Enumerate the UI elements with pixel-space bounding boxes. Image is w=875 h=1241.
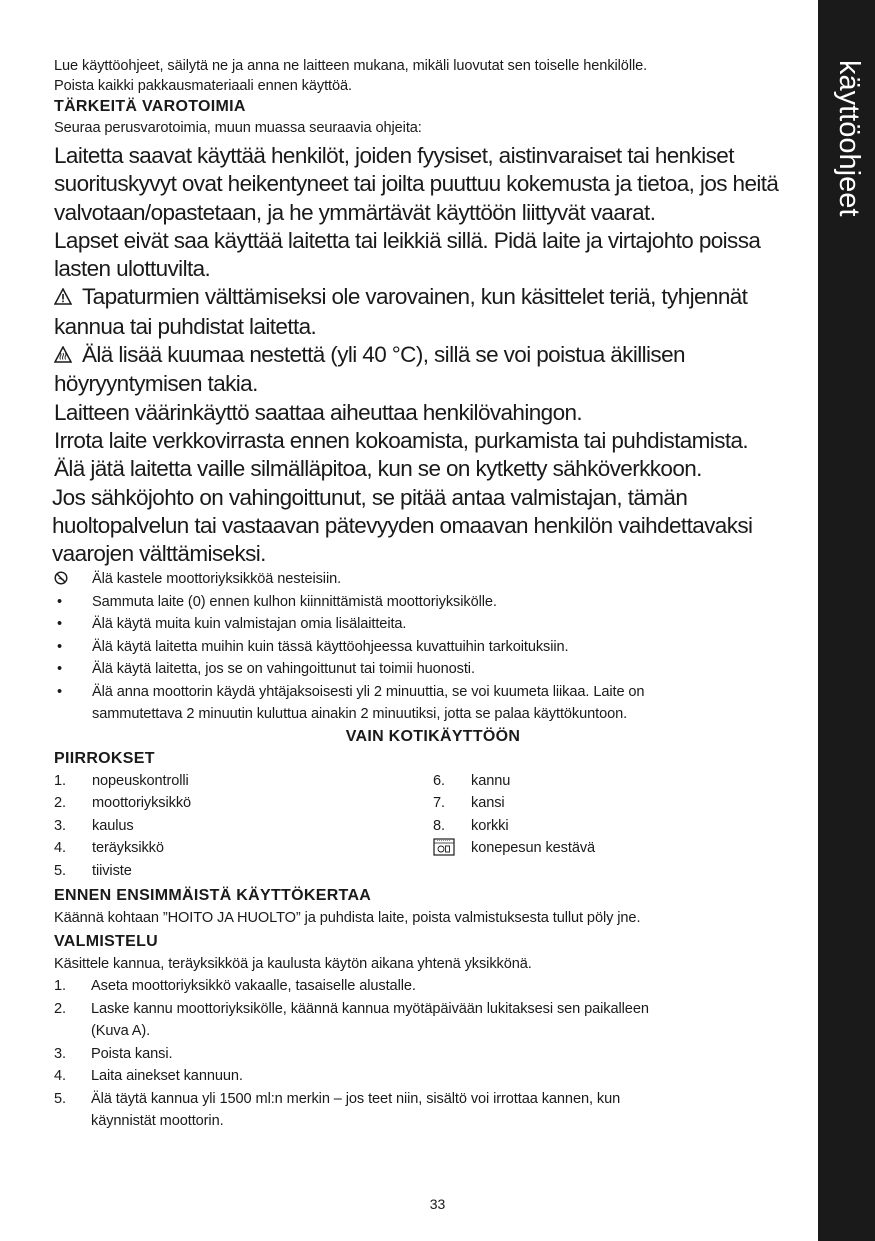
- step-number: 3.: [54, 1045, 66, 1062]
- preparation-steps: [54, 975, 812, 1133]
- list-item-text-line-1: Älä anna moottorin käydä yhtäjaksoisesti yli 2 minuuttia, se voi kuumeta liikaa. Laite on: [92, 683, 645, 700]
- step-text: Laita ainekset kannuun.: [91, 1068, 243, 1085]
- safety-paragraph-5: Laitteen väärinkäyttö saattaa aiheuttaa henkilövahingon.: [54, 399, 583, 425]
- parts-column-left: [54, 770, 433, 883]
- part-label: teräyksikkö: [92, 840, 164, 857]
- list-item: [433, 770, 812, 793]
- safety-paragraph-6: Irrota laite verkkovirrasta ennen kokoamista, purkamista tai puhdistamista.: [54, 427, 749, 453]
- side-tab-label: käyttöohjeet: [833, 60, 865, 217]
- list-item: [433, 815, 812, 838]
- intro-line-1: Lue käyttöohjeet, säilytä ne ja anna ne laitteen mukana, mikäli luovutat sen toiselle henkilölle.: [54, 58, 648, 74]
- step-text-continued: (Kuva A).: [91, 1023, 151, 1040]
- parts-column-right: [433, 770, 812, 883]
- part-label: kannu: [471, 772, 511, 789]
- safety-paragraph-3: [54, 283, 812, 341]
- bullet-marker: •: [57, 638, 63, 655]
- bullet-marker: •: [57, 616, 63, 633]
- list-item-text: Älä käytä laitetta muihin kuin tässä käyttöohjeessa kuvattuihin tarkoituksiin.: [92, 638, 569, 655]
- safety-paragraph-4: [54, 341, 812, 399]
- list-item: [433, 792, 812, 815]
- list-item-text: Älä käytä muita kuin valmistajan omia lisälaitteita.: [92, 616, 407, 633]
- page-number: 33: [429, 1196, 446, 1212]
- hot-surface-warning-icon: [54, 342, 74, 370]
- list-item: [54, 658, 812, 681]
- part-label: kaulus: [92, 817, 134, 834]
- step-text: Poista kansi.: [91, 1045, 173, 1062]
- first-use-text: Käännä kohtaan ”HOITO JA HUOLTO” ja puhdista laite, poista valmistuksesta tullut pöly jne.: [54, 910, 641, 927]
- page-content: [54, 56, 812, 1133]
- step-text-continued: käynnistät moottorin.: [91, 1113, 224, 1130]
- parts-heading: PIIRROKSET: [54, 749, 155, 767]
- safety-subheading: Seuraa perusvarotoimia, muun muassa seuraavia ohjeita:: [54, 120, 422, 136]
- safety-heading: TÄRKEITÄ VAROTOIMIA: [54, 98, 246, 115]
- bullet-marker: •: [57, 661, 63, 678]
- part-number: 1.: [54, 772, 66, 789]
- safety-paragraph-8: Jos sähköjohto on vahingoittunut, se pitää antaa valmistajan, tämän huoltopalvelun tai vastaavan pätevyyden omaavan henkilön vaihdettavaksi vaarojen välttämiseksi.: [52, 484, 753, 567]
- list-item-text: Sammuta laite (0) ennen kulhon kiinnittämistä moottoriyksikölle.: [92, 593, 497, 610]
- safety-paragraph-2: Lapset eivät saa käyttää laitetta tai leikkiä sillä. Pidä laite ja virtajohto poissa lasten ulottuvilta.: [54, 227, 761, 282]
- parts-list: [54, 770, 812, 883]
- intro-line-2: Poista kaikki pakkausmateriaali ennen käyttöä.: [54, 78, 352, 94]
- safety-bullet-list: [54, 568, 812, 726]
- list-item: [54, 1043, 812, 1066]
- step-number: 2.: [54, 1000, 66, 1017]
- part-label: moottoriyksikkö: [92, 795, 192, 812]
- part-label: nopeuskontrolli: [92, 772, 189, 789]
- step-text: Aseta moottoriyksikkö vakaalle, tasaiselle alustalle.: [91, 978, 416, 995]
- step-number: 5.: [54, 1090, 66, 1107]
- safety-paragraph-1: Laitetta saavat käyttää henkilöt, joiden fyysiset, aistinvaraiset tai henkiset suorituskyvyt ovat heikentyneet tai joilta puuttuu kokemusta ja tietoa, jos heitä valvotaan/opastetaan, ja he ymmärtävät käyttöön liittyvät vaarat.: [54, 143, 779, 225]
- part-number: 5.: [54, 862, 66, 879]
- list-item: [54, 792, 433, 815]
- household-use-notice: VAIN KOTIKÄYTTÖÖN: [345, 727, 521, 745]
- part-label: kansi: [471, 795, 505, 812]
- step-number: 1.: [54, 978, 66, 995]
- list-item: [54, 975, 812, 998]
- safety-paragraph-4-text: Älä lisää kuumaa nestettä (yli 40 °C), sillä se voi poistua äkillisen höyryyntymisen takia.: [54, 342, 685, 397]
- part-number: 4.: [54, 840, 66, 857]
- list-item-text-line-2: sammutettava 2 minuutin kuluttua ainakin 2 minuutiksi, jotta se palaa käyttökuntoon.: [92, 706, 628, 723]
- list-item: [433, 837, 812, 860]
- part-number: 3.: [54, 817, 66, 834]
- no-immersion-icon: [54, 568, 74, 591]
- bullet-marker: •: [57, 683, 63, 700]
- preparation-heading: VALMISTELU: [54, 932, 159, 950]
- list-item: [54, 613, 812, 636]
- preparation-intro: Käsittele kannua, teräyksikköä ja kaulusta käytön aikana yhtenä yksikkönä.: [54, 955, 532, 972]
- part-number: 6.: [433, 772, 445, 789]
- warning-triangle-icon: [54, 284, 74, 312]
- part-number: 2.: [54, 795, 66, 812]
- safety-paragraph-7: Älä jätä laitetta vaille silmälläpitoa, kun se on kytketty sähköverkkoon.: [54, 456, 702, 482]
- first-use-heading: ENNEN ENSIMMÄISTÄ KÄYTTÖKERTAA: [54, 887, 372, 905]
- list-item-text: Älä kastele moottoriyksikköä nesteisiin.: [92, 571, 342, 588]
- list-item: [54, 998, 812, 1043]
- step-text: Älä täytä kannua yli 1500 ml:n merkin – jos teet niin, sisältö voi irrottaa kannen, kun: [91, 1090, 621, 1107]
- list-item: [54, 568, 812, 591]
- step-text: Laske kannu moottoriyksikölle, käännä kannua myötäpäivään lukitaksesi sen paikalleen: [91, 1000, 649, 1017]
- part-label: konepesun kestävä: [471, 840, 596, 857]
- list-item: [54, 1088, 812, 1133]
- part-number: 8.: [433, 817, 445, 834]
- list-item: [54, 770, 433, 793]
- list-item: [54, 1065, 812, 1088]
- dishwasher-safe-icon: [433, 837, 455, 860]
- list-item: [54, 860, 433, 883]
- bullet-marker: •: [57, 593, 63, 610]
- part-label: korkki: [471, 817, 509, 834]
- list-item: [54, 815, 433, 838]
- part-label: tiiviste: [92, 862, 132, 879]
- list-item: [54, 636, 812, 659]
- safety-paragraph-3-text: Tapaturmien välttämiseksi ole varovainen, kun käsittelet teriä, tyhjennät kannua tai puhdistat laitetta.: [54, 284, 748, 339]
- list-item: [54, 837, 433, 860]
- part-number: 7.: [433, 795, 445, 812]
- list-item-text: Älä käytä laitetta, jos se on vahingoittunut tai toimii huonosti.: [92, 661, 475, 678]
- list-item: [54, 681, 812, 726]
- step-number: 4.: [54, 1068, 66, 1085]
- list-item: [54, 591, 812, 614]
